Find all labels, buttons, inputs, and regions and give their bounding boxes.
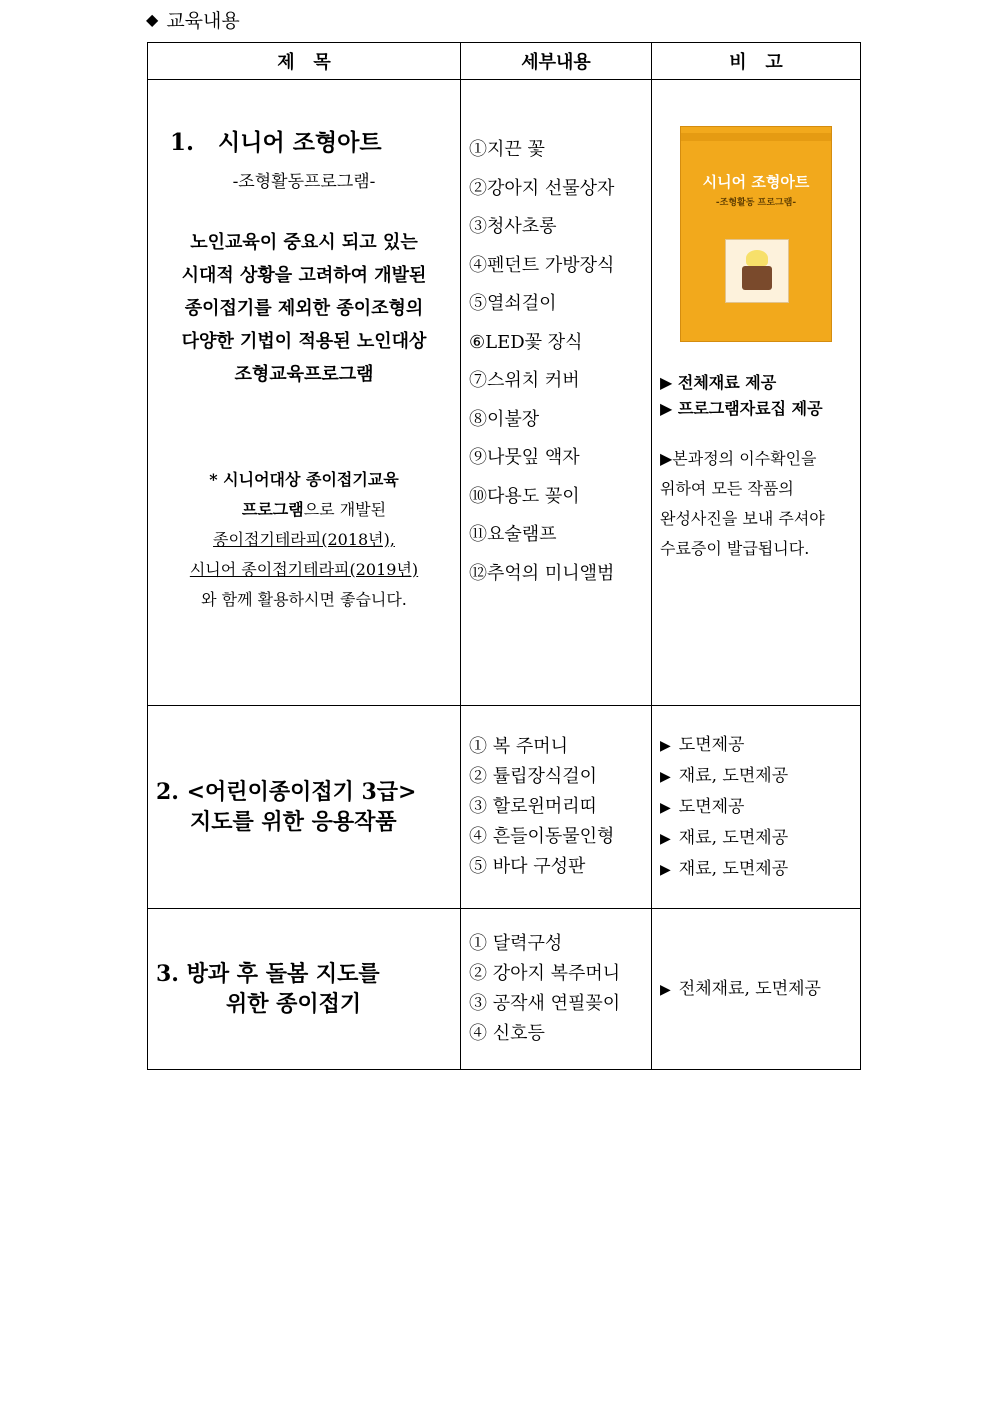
row3-title	[148, 959, 460, 1019]
remark-line: ▶ 프로그램자료집 제공	[660, 399, 823, 418]
list-item: ⑩다용도 꽂이	[469, 485, 580, 507]
notice-line: ▶본과정의 이수확인을	[660, 449, 817, 468]
list-item: ② 튤립장식걸이	[469, 766, 598, 787]
curriculum-table	[147, 42, 861, 1070]
list-item	[660, 854, 860, 885]
list-item: ③청사초롱	[469, 216, 557, 237]
book-cover-image	[680, 126, 832, 342]
list-item: ⑤열쇠걸이	[469, 293, 557, 314]
book-title: 시니어 조형아트	[702, 173, 810, 191]
remark-text: 재료, 도면제공	[678, 765, 789, 786]
table-row	[148, 80, 861, 706]
row1-description	[148, 226, 460, 391]
desc-line: 시대적 상황을 고려하여 개발된	[181, 265, 427, 286]
row2-remarks-cell	[652, 706, 861, 909]
notice-line: 완성사진을 보내 주셔야	[660, 509, 825, 528]
row1-title-cell	[148, 80, 461, 706]
list-item: ⑫추억의 미니앨범	[469, 562, 615, 584]
desc-line: 종이접기를 제외한 종이조형의	[184, 298, 424, 319]
notice-line: 위하여 모든 작품의	[660, 479, 794, 498]
triangle-icon: ▶	[660, 830, 671, 847]
list-item	[660, 730, 860, 761]
list-item: ② 강아지 복주머니	[469, 963, 621, 984]
list-item: ① 복 주머니	[469, 736, 568, 757]
list-item	[660, 761, 860, 792]
list-item: ③ 공작새 연필꽂이	[469, 993, 621, 1014]
list-item	[660, 792, 860, 823]
row1-remarks-cell	[652, 80, 861, 706]
section-heading	[146, 6, 240, 33]
row3-remarks-cell	[652, 909, 861, 1070]
row3-title-line: 3. 방과 후 돌봄 지도를	[156, 961, 380, 987]
row2-title-cell	[148, 706, 461, 909]
row2-item-list	[461, 732, 651, 882]
row1-items-cell	[461, 80, 652, 706]
section-heading-text: 교육내용	[166, 10, 240, 32]
row2-items-cell	[461, 706, 652, 909]
list-item: ⑧이불장	[469, 408, 540, 430]
triangle-icon: ▶	[660, 768, 671, 785]
list-item: ⑨나뭇잎 액자	[469, 447, 580, 468]
note-line: * 시니어대상 종이접기교육	[209, 470, 399, 489]
list-item: ⑤ 바다 구성판	[469, 856, 586, 877]
desc-line: 노인교육이 중요시 되고 있는	[190, 232, 418, 253]
header-details: 세부내용	[461, 43, 652, 80]
desc-line: 다양한 기법이 적용된 노인대상	[181, 331, 427, 352]
desc-line: 조형교육프로그램	[234, 364, 374, 385]
triangle-icon: ▶	[660, 861, 671, 878]
row2-title-line: 2. <어린이종이접기 3급>	[156, 779, 417, 805]
note-line: 종이접기테라피(2018년),	[213, 530, 395, 549]
list-item: ⑦스위치 커버	[469, 370, 580, 391]
notice-line: 수료증이 발급됩니다.	[660, 539, 810, 558]
row3-remark-list	[652, 974, 860, 1005]
table-row	[148, 909, 861, 1070]
note-line: 와 함께 활용하시면 좋습니다.	[201, 590, 407, 609]
book-illustration	[725, 239, 789, 303]
note-line: 시니어 종이접기테라피(2019년)	[189, 560, 419, 579]
list-item	[660, 974, 860, 1005]
remark-line: ▶ 전체재료 제공	[660, 373, 777, 392]
table-row	[148, 706, 861, 909]
list-item: ④펜던트 가방장식	[469, 254, 615, 276]
row3-title-cell	[148, 909, 461, 1070]
remark-text: 재료, 도면제공	[678, 858, 789, 879]
book-subtitle: -조형활동 프로그램-	[715, 198, 797, 208]
note-line-bold: 프로그램	[241, 500, 304, 519]
table-header-row	[148, 43, 861, 80]
list-item: ②강아지 선물상자	[469, 177, 615, 199]
list-item: ⑥LED꽃 장식	[469, 331, 583, 353]
list-item: ③ 할로윈머리띠	[469, 796, 598, 817]
row2-remark-list	[652, 730, 860, 885]
note-line: 으로 개발된	[303, 500, 387, 519]
row2-title	[148, 777, 460, 837]
list-item	[660, 823, 860, 854]
row2-title-line: 지도를 위한 응용작품	[190, 809, 397, 835]
row1-remarks	[652, 370, 860, 564]
triangle-icon: ▶	[660, 981, 671, 998]
remark-text: 도면제공	[678, 796, 745, 817]
list-item: ① 달력구성	[469, 933, 563, 954]
row3-title-line: 위한 종이접기	[226, 991, 362, 1017]
box-icon	[742, 266, 772, 290]
triangle-icon: ▶	[660, 799, 671, 816]
triangle-icon: ▶	[660, 737, 671, 754]
row1-note	[148, 465, 460, 615]
list-item: ⑪요술램프	[469, 524, 557, 545]
list-item: ④ 신호등	[469, 1023, 545, 1044]
header-remarks: 비 고	[652, 43, 861, 80]
row3-item-list	[461, 929, 651, 1049]
list-item: ④ 흔들이동물인형	[469, 826, 615, 847]
row1-title: 1. 시니어 조형아트	[170, 129, 382, 156]
row1-notice	[660, 444, 860, 564]
row1-subtitle: -조형활동프로그램-	[232, 172, 376, 192]
row1-item-list	[461, 131, 651, 593]
remark-text: 전체재료, 도면제공	[678, 978, 821, 999]
diamond-icon: ◆	[146, 10, 159, 29]
list-item: ①지끈 꽃	[469, 139, 545, 160]
book-band	[681, 133, 831, 141]
header-title: 제 목	[148, 43, 461, 80]
remark-text: 재료, 도면제공	[678, 827, 789, 848]
row3-items-cell	[461, 909, 652, 1070]
flower-icon	[746, 250, 768, 266]
remark-text: 도면제공	[678, 734, 745, 755]
